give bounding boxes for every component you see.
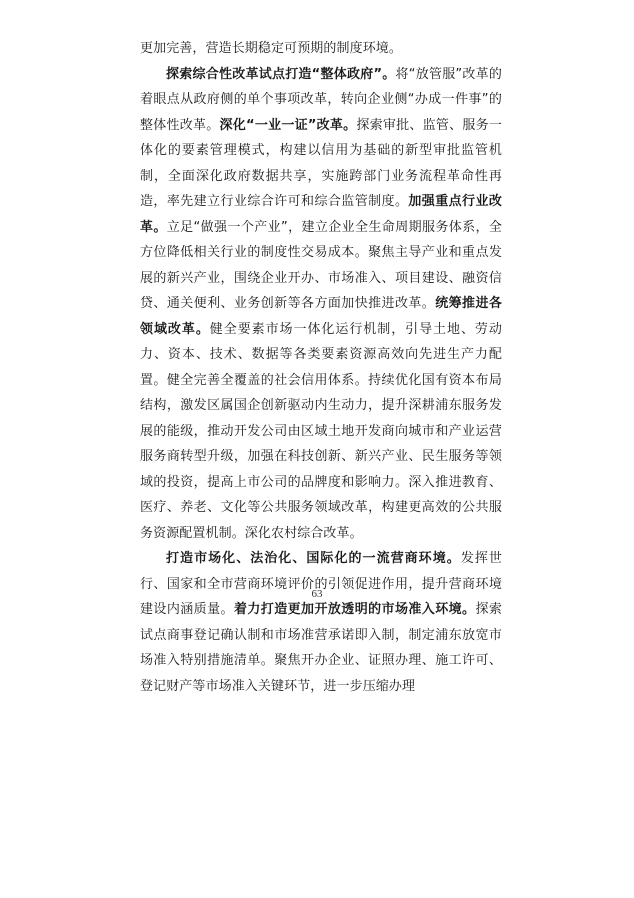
text-run: 将“放管服”改革的着眼点从政府侧的单个事项改革，转向企业侧“办成一件事”的整体性改革。 (140, 66, 503, 133)
heading-run: 深化“一业一证”改革。 (219, 117, 357, 133)
page-number: 63 (311, 588, 323, 600)
text-run: 更加完善，营造长期稳定可预期的制度环境。 (140, 41, 403, 56)
text-run: 健全要素市场一体化运行机制，引导土地、劳动力、资本、技术、数据等各类要素资源高效向先进生产力配置。健全完善全覆盖的社会信用体系。持续优化国有资本布局结构，激发区属国企创新驱动内生动力，提升深耕浦东服务发展的能级，推动开发公司由区域土地开发商向城市和产业运营服务商转型升级，加强在科技创新、新兴产业、民生服务等领域的投资，提高上市公司的品牌度和影响力。深入推进教育、医疗、养老、文化等公共服务领域改革，构建更高效的公共服务资源配置机制。深化农村综合改革。 (140, 321, 502, 541)
text-run: 立足“做强一个产业”，建立企业全生命周期服务体系，全方位降低相关行业的制度性交易成本。聚焦主导产业和重点发展的新兴产业，围绕企业开办、市场准入、项目建设、融资信贷、通关便利、业务创新等各方面加快推进改革。 (140, 219, 502, 311)
heading-run: 统筹推进各领域改革。 (140, 296, 502, 337)
heading-run: 着力打造更加开放透明的市场准入环境。 (233, 602, 476, 617)
heading-run: 探索综合性改革试点打造“整体政府”。 (166, 66, 396, 82)
text-run: 探索试点商事登记确认制和市场准营承诺即入制，制定浦东放宽市场准入特别措施清单。聚焦开办企业、证照办理、施工许可、登记财产等市场准入关键环节，进一步压缩办理 (140, 602, 503, 694)
paragraph-1 (140, 36, 502, 62)
text-run: 发挥世行、国家和全市营商环境评价的引领促进作用，提升营商环境建设内涵质量。 (140, 551, 502, 617)
paragraph-3 (140, 546, 502, 699)
text-run: 探索审批、监管、服务一体化的要素管理模式，构建以信用为基础的新型审批监管机制，全面深化政府数据共享，实施跨部门业务流程革命性再造，率先建立行业综合许可和综合监管制度。 (140, 117, 502, 209)
heading-run: 打造市场化、法治化、国际化的一流营商环境。 (166, 551, 461, 566)
heading-run: 加强重点行业改革。 (140, 194, 502, 235)
paragraph-2 (140, 62, 502, 547)
